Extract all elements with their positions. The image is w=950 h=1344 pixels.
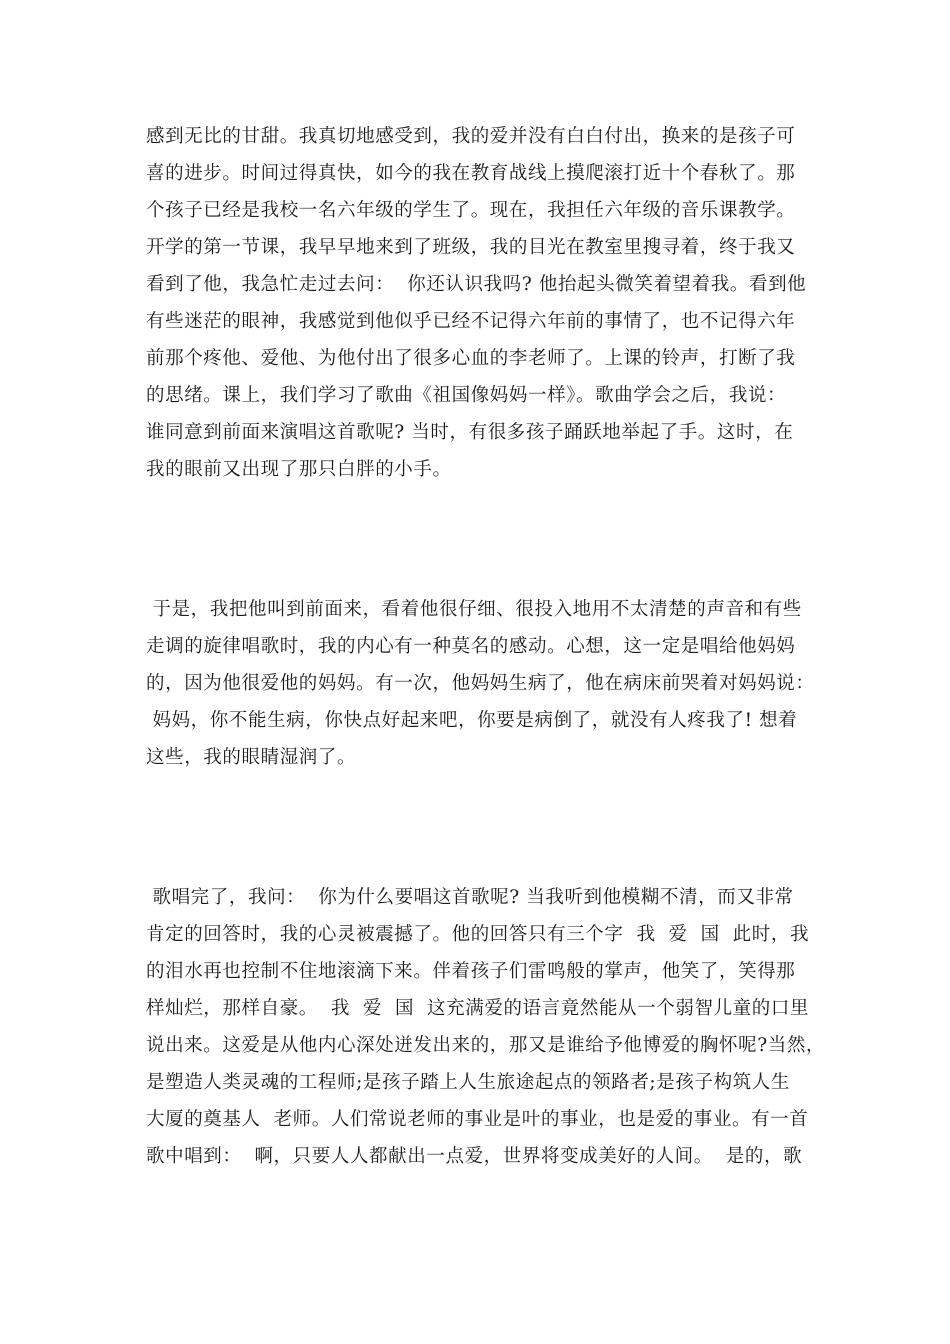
text-line: 的，因为他很爱他的妈妈。有一次，他妈妈生病了，他在病床前哭着对妈妈说：	[146, 673, 815, 694]
text-line: 的思绪。课上，我们学习了歌曲《祖国像妈妈一样》。歌曲学会之后，我说：	[146, 385, 787, 406]
text-line: 说出来。这爱是从他内心深处迸发出来的，那又是谁给予他博爱的胸怀呢?当然，	[146, 1035, 826, 1056]
text-line: 我的眼前又出现了那只白胖的小手。	[146, 459, 452, 480]
text-line: 歌中唱到： 啊，只要人人都献出一点爱，世界将变成美好的人间。 是的，歌	[146, 1146, 803, 1167]
text-line: 是塑造人类灵魂的工程师;是孩子踏上人生旅途起点的领路者;是孩子构筑人生	[146, 1072, 790, 1093]
text-line: 妈妈，你不能生病，你快点好起来吧，你要是病倒了，就没有人疼我了! 想着	[146, 710, 798, 731]
text-line: 走调的旋律唱歌时，我的内心有一种莫名的感动。心想，这一定是唱给他妈妈	[146, 636, 796, 657]
text-line: 前那个疼他、爱他、为他付出了很多心血的李老师了。上课的铃声，打断了我	[146, 348, 796, 369]
text-line: 谁同意到前面来演唱这首歌呢? 当时，有很多孩子踊跃地举起了手。这时，在	[146, 422, 794, 443]
text-line: 喜的进步。时间过得真快，如今的我在教育战线上摸爬滚打近十个春秋了。那	[146, 163, 796, 184]
text-line: 这些，我的眼睛湿润了。	[146, 747, 357, 768]
text-line: 样灿烂，那样自豪。 我 爱 国 这充满爱的语言竟然能从一个弱智儿童的口里	[146, 998, 810, 1019]
text-line: 感到无比的甘甜。我真切地感受到，我的爱并没有白白付出，换来的是孩子可	[146, 126, 796, 147]
text-line: 个孩子已经是我校一名六年级的学生了。现在，我担任六年级的音乐课教学。	[146, 200, 796, 221]
text-line: 肯定的回答时，我的心灵被震撼了。他的回答只有三个字 我 爱 国 此时，我	[146, 924, 810, 945]
text-line: 看到了他，我急忙走过去问： 你还认识我吗? 他抬起头微笑着望着我。看到他	[146, 274, 807, 295]
text-line: 有些迷茫的眼神，我感觉到他似乎已经不记得六年前的事情了，也不记得六年	[146, 311, 796, 332]
text-line: 开学的第一节课，我早早地来到了班级，我的目光在教室里搜寻着，终于我又	[146, 237, 796, 258]
text-line: 的泪水再也控制不住地滚滴下来。伴着孩子们雷鸣般的掌声，他笑了，笑得那	[146, 961, 796, 982]
text-line: 大厦的奠基人 老师。人们常说老师的事业是叶的事业，也是爱的事业。有一首	[146, 1109, 809, 1130]
text-line: 于是，我把他叫到前面来，看着他很仔细、很投入地用不太清楚的声音和有些	[146, 599, 802, 620]
text-line: 歌唱完了，我问： 你为什么要唱这首歌呢? 当我听到他模糊不清，而又非常	[146, 887, 794, 908]
